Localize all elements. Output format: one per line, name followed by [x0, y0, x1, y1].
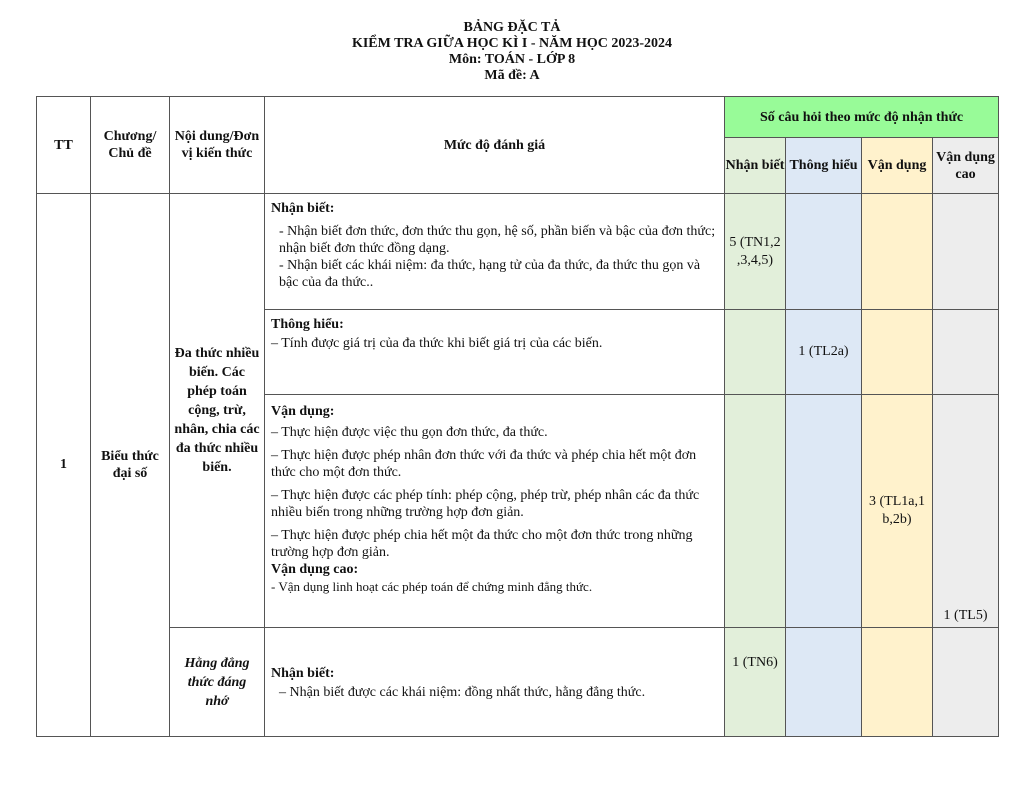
count-empty: [786, 194, 862, 310]
section-title: Vận dụng cao:: [271, 562, 359, 577]
header-code: Mã đề: A: [484, 68, 540, 83]
header-title: BẢNG ĐẶC TẢ: [463, 20, 561, 35]
count-empty: [933, 194, 999, 310]
assessment-thong-hieu: [265, 310, 725, 395]
col-header-chapter: Chương/ Chủ đề: [91, 97, 170, 194]
count-empty: [725, 395, 786, 628]
count-empty: [786, 628, 862, 737]
count-thong-hieu: 1 (TL2a): [786, 310, 862, 395]
header-subject: Môn: TOÁN - LỚP 8: [448, 52, 576, 67]
assessment-nhan-biet: [265, 194, 725, 310]
count-empty: [725, 310, 786, 395]
section-title: Nhận biết:: [271, 201, 335, 216]
count-empty: [862, 194, 933, 310]
assessment-nhan-biet-identities: [265, 628, 725, 737]
document-header: [0, 20, 1024, 84]
specification-table: [36, 96, 999, 737]
table-row: [37, 194, 999, 310]
assessment-van-dung: [265, 395, 725, 628]
row-chapter: Biểu thức đại số: [91, 194, 170, 737]
count-empty: [862, 310, 933, 395]
section-title: Nhận biết:: [271, 666, 335, 681]
count-van-dung-cao: 1 (TL5): [933, 395, 999, 628]
row-content-identities: Hằng đẳng thức đáng nhớ: [170, 628, 265, 737]
criterion-line: – Thực hiện được phép nhân đơn thức với đa thức và phép chia hết một đơn thức cho một đơn thức.: [271, 448, 697, 480]
row-content-polynomials: Đa thức nhiều biến. Các phép toán cộng, trừ, nhân, chia các đa thức nhiều biến.: [170, 194, 265, 628]
col-header-level: Mức độ đánh giá: [265, 97, 725, 194]
criterion-line: – Thực hiện được phép chia hết một đa thức cho một đơn thức trong những trường hợp đơn giản.: [271, 528, 693, 560]
col-header-group: Số câu hỏi theo mức độ nhận thức: [725, 97, 999, 138]
count-van-dung: 3 (TL1a,1 b,2b): [862, 395, 933, 628]
count-nhan-biet: 5 (TN1,2 ,3,4,5): [725, 194, 786, 310]
col-header-thong-hieu: Thông hiểu: [786, 138, 862, 194]
row-tt: 1: [37, 194, 91, 737]
col-header-nhan-biet: Nhận biết: [725, 138, 786, 194]
criterion-line: - Nhận biết đơn thức, đơn thức thu gọn, hệ số, phần biến và bậc của đơn thức; nhận biết đơn thức đồng dạng.: [279, 224, 716, 256]
count-empty: [862, 628, 933, 737]
count-nhan-biet-identities: 1 (TN6): [725, 628, 786, 737]
section-title: Thông hiểu:: [271, 317, 344, 332]
count-empty: [786, 395, 862, 628]
count-empty: [933, 310, 999, 395]
col-header-tt: TT: [37, 97, 91, 194]
criterion-line: – Tính được giá trị của đa thức khi biết giá trị của các biến.: [271, 336, 603, 351]
header-exam: KIỂM TRA GIỮA HỌC KÌ I - NĂM HỌC 2023-2024: [351, 36, 673, 51]
count-empty: [933, 628, 999, 737]
criterion-line: – Nhận biết được các khái niệm: đồng nhất thức, hằng đẳng thức.: [279, 685, 646, 700]
criterion-line: - Nhận biết các khái niệm: đa thức, hạng tử của đa thức, đa thức thu gọn và bậc của đa thức..: [279, 258, 701, 290]
criterion-line: - Vận dụng linh hoạt các phép toán để chứng minh đẳng thức.: [271, 579, 593, 594]
criterion-line: – Thực hiện được các phép tính: phép cộng, phép trừ, phép nhân các đa thức nhiều biến trong những trường hợp đơn giản.: [271, 488, 700, 520]
table-row: [37, 628, 999, 737]
col-header-van-dung-cao: Vận dụng cao: [933, 138, 999, 194]
criterion-line: – Thực hiện được việc thu gọn đơn thức, đa thức.: [271, 425, 548, 440]
section-title: Vận dụng:: [271, 404, 335, 419]
col-header-content: Nội dung/Đơn vị kiến thức: [170, 97, 265, 194]
col-header-van-dung: Vận dụng: [862, 138, 933, 194]
